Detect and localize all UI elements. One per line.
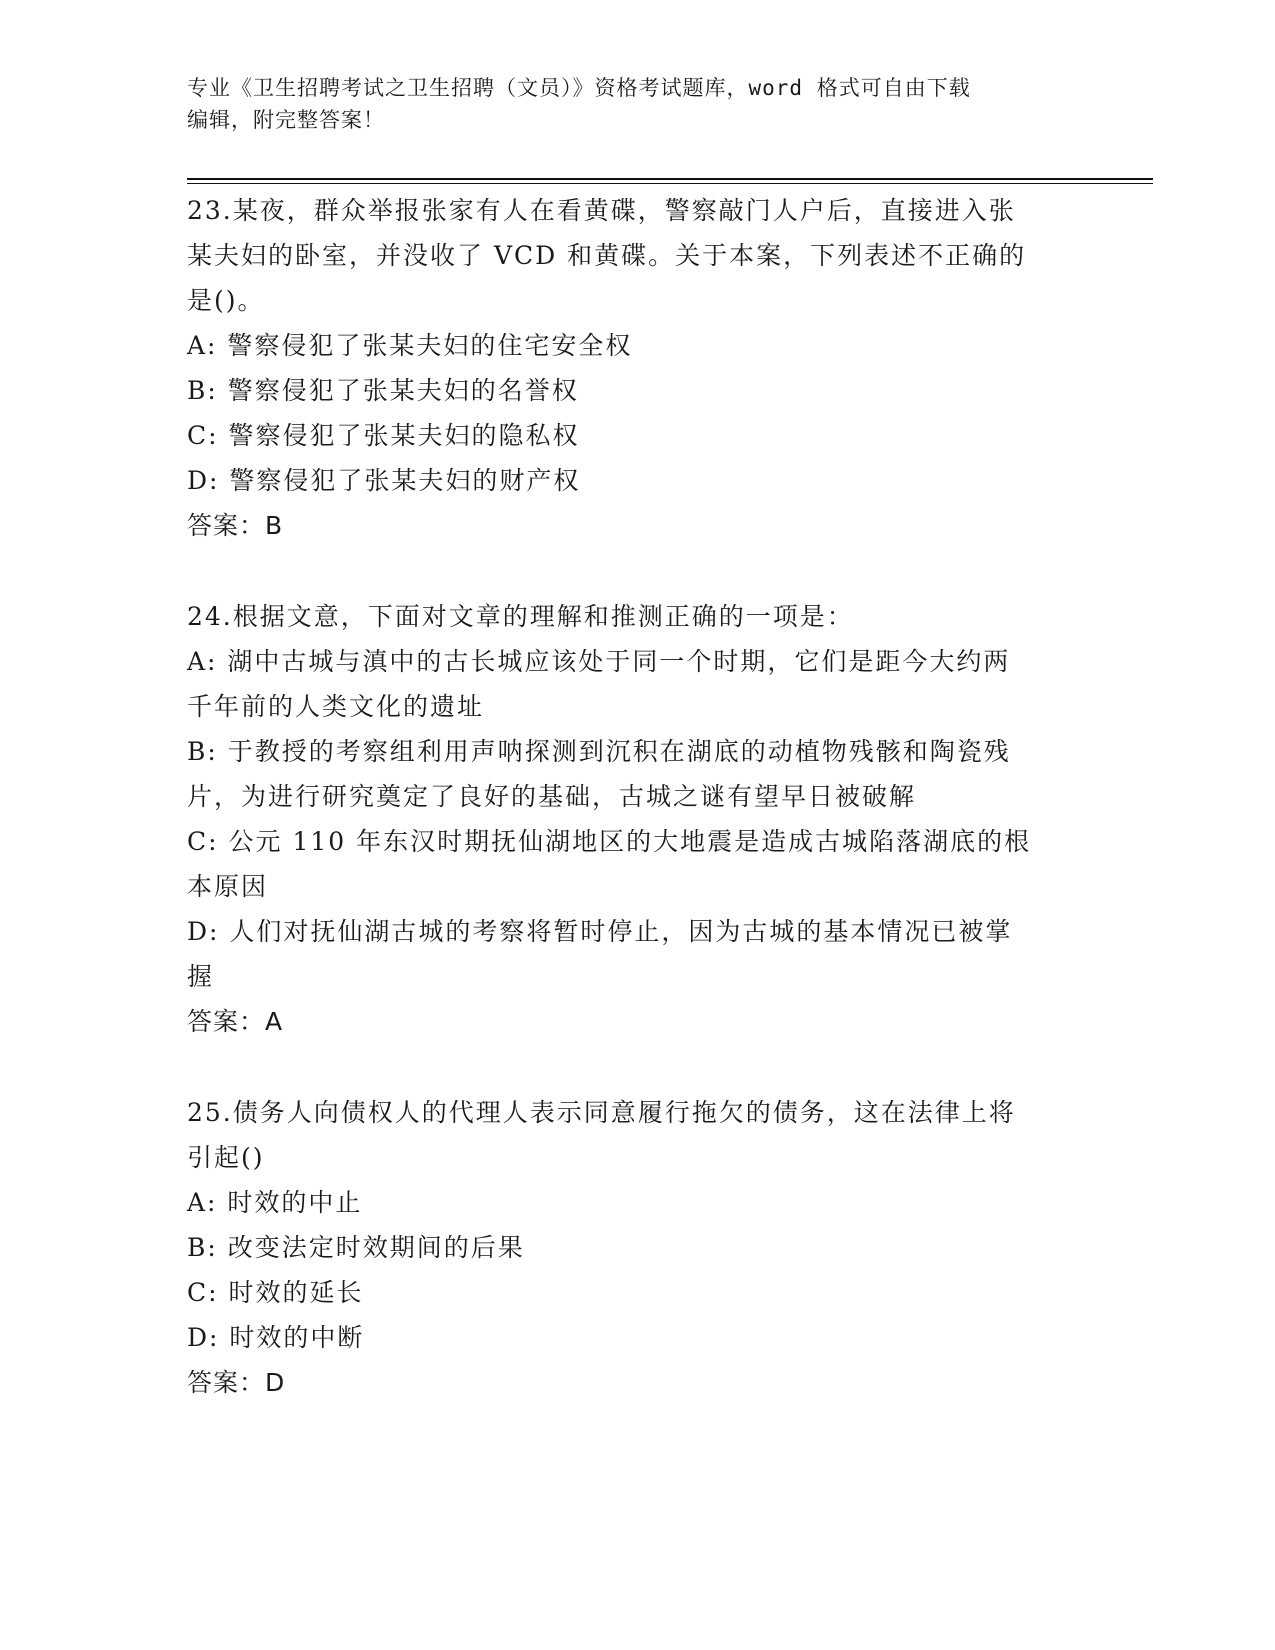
option-c-continued: 本原因 [187,872,269,901]
question-stem-line: 某夫妇的卧室，并没收了 VCD 和黄碟。关于本案，下列表述不正确的 [187,241,1027,270]
option-c: C: 警察侵犯了张某夫妇的隐私权 [187,421,580,450]
question-25 [187,1090,1067,1405]
answer-label: 答案：A [187,1007,284,1036]
option-b: B: 于教授的考察组利用声呐探测到沉积在湖底的动植物残骸和陶瓷残 [187,737,1011,766]
option-a: A: 湖中古城与滇中的古长城应该处于同一个时期，它们是距今大约两 [187,647,1011,676]
question-stem-line: 24.根据文意，下面对文章的理解和推测正确的一项是： [187,602,854,631]
question-23 [187,188,1067,548]
question-spacer [187,1044,1067,1090]
option-b-continued: 片，为进行研究奠定了良好的基础，古城之谜有望早日被破解 [187,782,917,811]
header-rule-thick [187,178,1153,180]
question-spacer [187,548,1067,594]
question-stem-line: 23.某夜，群众举报张家有人在看黄碟，警察敲门人户后，直接进入张 [187,196,1016,225]
option-a-continued: 千年前的人类文化的遗址 [187,692,485,721]
option-d-continued: 握 [187,962,215,991]
option-b: B: 改变法定时效期间的后果 [187,1233,525,1262]
option-d: D: 时效的中断 [187,1323,365,1352]
question-24 [187,594,1067,1044]
answer-label: 答案：D [187,1368,286,1397]
option-d: D: 人们对抚仙湖古城的考察将暂时停止，因为古城的基本情况已被掌 [187,917,1013,946]
option-c: C: 时效的延长 [187,1278,364,1307]
option-d: D: 警察侵犯了张某夫妇的财产权 [187,466,581,495]
question-stem-line: 是()。 [187,286,265,315]
document-header [187,72,1087,136]
option-c: C: 公元 110 年东汉时期抚仙湖地区的大地震是造成古城陷落湖底的根 [187,827,1032,856]
question-list [187,188,1067,1405]
option-b: B: 警察侵犯了张某夫妇的名誉权 [187,376,579,405]
question-stem-line: 25.债务人向债权人的代理人表示同意履行拖欠的债务，这在法律上将 [187,1098,1016,1127]
header-line-2: 编辑，附完整答案！ [187,108,385,132]
question-stem-line: 引起() [187,1143,265,1172]
option-a: A: 警察侵犯了张某夫妇的住宅安全权 [187,331,633,360]
option-a: A: 时效的中止 [187,1188,363,1217]
header-rule-thin [187,183,1153,184]
answer-label: 答案：B [187,511,284,540]
header-line-1: 专业《卫生招聘考试之卫生招聘（文员）》资格考试题库，word 格式可自由下载 [187,76,971,100]
